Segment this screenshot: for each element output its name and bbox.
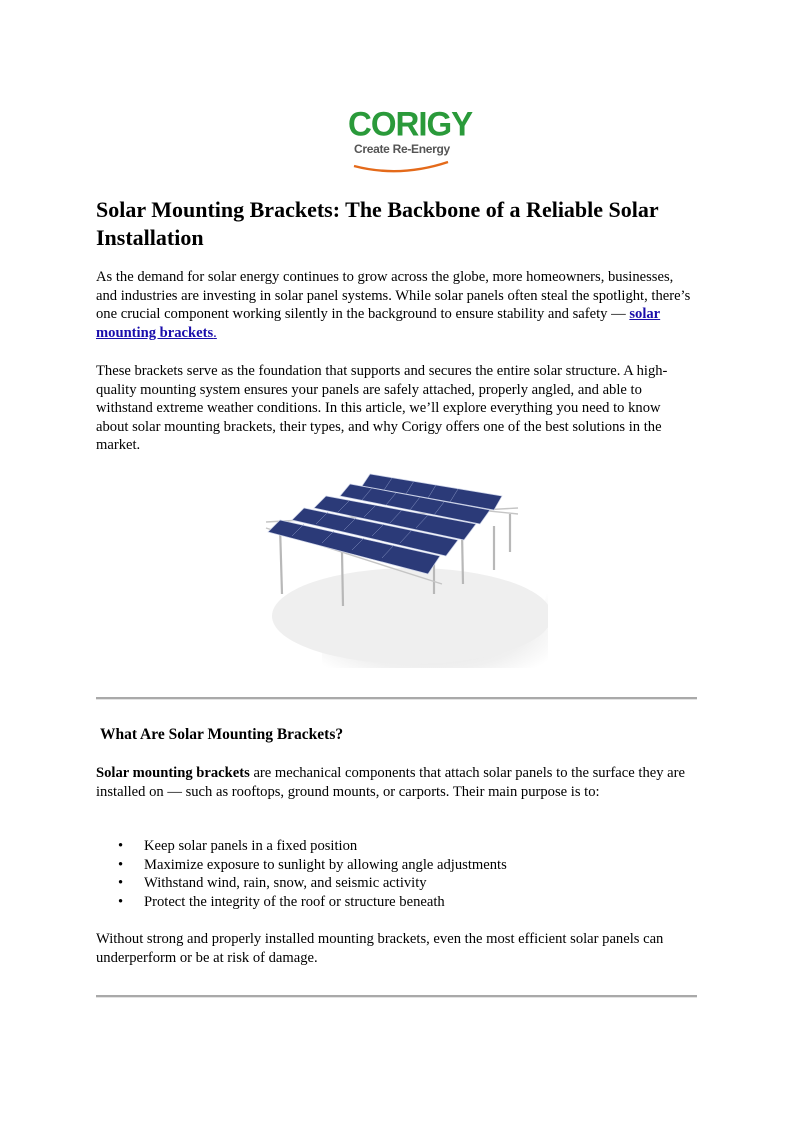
list-item: • Withstand wind, rain, snow, and seismic activity	[96, 874, 507, 893]
logo-tagline: Create Re-Energy	[354, 142, 450, 156]
definition-term: Solar mounting brackets	[96, 765, 250, 781]
list-item: • Protect the integrity of the roof or structure beneath	[96, 893, 507, 912]
link-period[interactable]: .	[213, 324, 217, 341]
definition-paragraph: Solar mounting brackets are mechanical components that attach solar panels to the surface they are installed on — such as rooftops, ground mounts, or carports. Their main purpose is to:	[96, 765, 685, 800]
article-title: Solar Mounting Brackets: The Backbone of a Reliable Solar Installation	[96, 197, 659, 250]
intro-paragraph: As the demand for solar energy continues to grow across the globe, more homeowners, businesses, and industries are investing in solar panel systems. While solar panels often steal the spotlight, there’s one crucial component working silently in the background to ensure stability and safety — solar mounting brackets.	[96, 269, 691, 341]
section-divider	[96, 995, 697, 998]
section-heading-what-are-brackets: What Are Solar Mounting Brackets?	[100, 726, 344, 743]
logo-wordmark: CORIGY	[348, 104, 473, 143]
list-item: • Maximize exposure to sunlight by allowing angle adjustments	[96, 856, 507, 875]
list-item: • Keep solar panels in a fixed position	[96, 837, 507, 856]
foundation-paragraph: These brackets serve as the foundation that supports and secures the entire solar structure. A high-quality mounting system ensures your panels are safely attached, properly angled, and able to withstand extreme weather conditions. In this article, we’ll explore everything you need to know about solar mounting brackets, their types, and why Corigy offers one of the best solutions in the market.	[96, 363, 668, 453]
purpose-list	[96, 837, 507, 911]
solar-carport-structure-image	[262, 466, 548, 668]
corigy-logo	[340, 104, 473, 168]
section-divider	[96, 697, 697, 700]
solar-mounting-brackets-link[interactable]: solar mounting brackets	[96, 306, 661, 341]
closing-paragraph: Without strong and properly installed mounting brackets, even the most efficient solar panels can underperform or be at risk of damage.	[96, 931, 664, 966]
